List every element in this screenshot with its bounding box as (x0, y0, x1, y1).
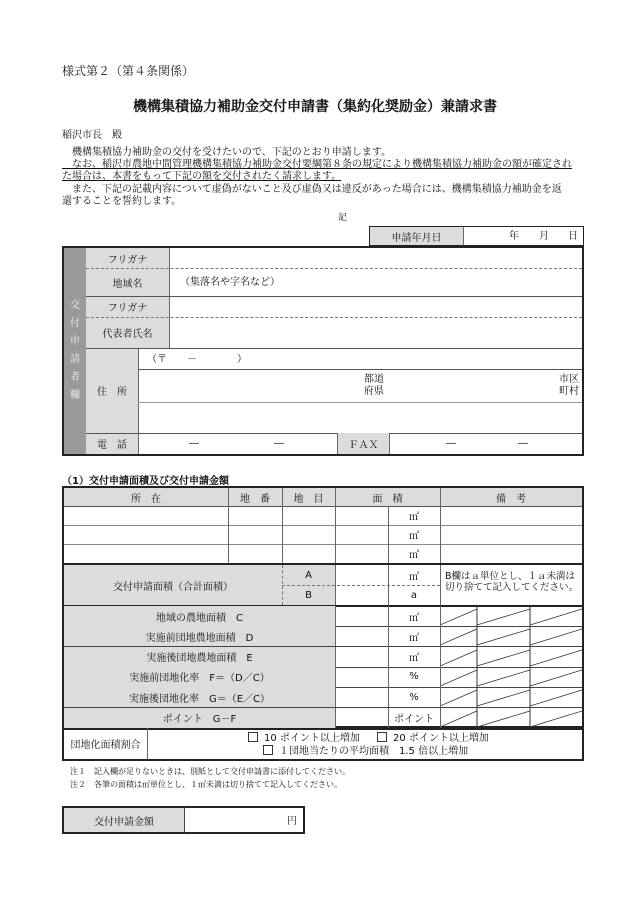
ki-label: 記 (338, 213, 348, 223)
lot-number-input[interactable] (228, 544, 282, 563)
point-g-minus-f-row (64, 708, 582, 728)
applicant-side-label: 交 付 申 請 者 欄 (64, 248, 86, 454)
post-consolidated-area-e-unit: ㎡ (409, 653, 419, 665)
table-row (64, 506, 582, 525)
farmland-area-c-row (64, 606, 582, 626)
total-area-label: 交付申請面積（合計面積） (113, 581, 233, 593)
col-header-remarks: 備 考 (496, 493, 526, 505)
hatched-cells (440, 606, 582, 626)
furigana-input-2[interactable] (170, 297, 582, 317)
pre-consolidated-area-d-row (64, 626, 582, 646)
post-consolidated-area-e-input[interactable] (336, 647, 388, 667)
location-input[interactable] (64, 544, 228, 563)
area-name-label: 地域名 (112, 278, 143, 290)
note-1: 注１ 記入欄が足りないときは、別紙として交付申請書に添付してください。 (70, 767, 350, 776)
representative-name-input[interactable] (170, 318, 582, 348)
area-unit: ㎡ (409, 512, 419, 523)
furigana-input-1[interactable] (170, 249, 582, 268)
area-unit: ㎡ (409, 550, 419, 561)
post-consolidation-rate-g-input[interactable] (336, 687, 388, 707)
addressee: 稲沢市長 殿 (62, 130, 122, 141)
city-label-2: 町村 (559, 386, 579, 397)
year-label: 年 (509, 231, 519, 242)
intro-paragraph-2b: た場合は、本書をもって下記の額を交付されたく請求します。 (62, 171, 342, 182)
ratio-label: 団地化面積割合 (70, 740, 141, 751)
address-detail-input[interactable] (139, 403, 582, 433)
hatched-cells (440, 667, 582, 687)
fax-dash-1: ― (446, 438, 456, 449)
post-consolidation-rate-g-label: 実施後団地化率 G＝（E／C） (64, 687, 335, 707)
total-a-unit: ㎡ (409, 571, 419, 583)
total-a-label: A (305, 569, 312, 581)
intro-paragraph-3b: 還することを誓約します。 (62, 196, 182, 207)
hatched-cells (440, 708, 582, 728)
hatched-cells (440, 647, 582, 667)
remarks-input[interactable] (440, 506, 582, 525)
amount-unit: 円 (287, 816, 297, 827)
location-input[interactable] (64, 506, 228, 525)
postal-code-input[interactable] (139, 349, 582, 369)
representative-name-label: 代表者氏名 (102, 329, 153, 340)
amount-input[interactable] (185, 806, 305, 834)
fax-dash-2: ― (518, 438, 528, 449)
pre-consolidated-area-d-input[interactable] (336, 626, 388, 646)
total-b-unit: a (410, 589, 418, 601)
remarks-input[interactable] (440, 525, 582, 544)
area-input[interactable] (335, 506, 388, 525)
point-g-minus-f-input[interactable] (336, 708, 388, 728)
checkbox[interactable] (263, 745, 273, 755)
application-date-label: 申請年月日 (369, 226, 464, 246)
farmland-area-c-unit: ㎡ (409, 612, 419, 624)
area-input[interactable] (335, 544, 388, 563)
fax-input[interactable] (391, 434, 582, 454)
form-number: 様式第２（第４条関係） (62, 64, 195, 78)
phone-label: 電 話 (97, 440, 127, 451)
pre-consolidated-area-d-unit: ㎡ (409, 632, 419, 644)
section-1-heading: （1）交付申請面積及び交付申請金額 (62, 476, 229, 487)
prefecture-label-2: 府県 (364, 386, 384, 397)
table-row (64, 544, 582, 563)
pre-consolidation-rate-f-input[interactable] (336, 667, 388, 687)
checkbox[interactable] (248, 732, 258, 742)
postal-code-template: （〒 － ） (147, 354, 247, 365)
phone-dash-2: ― (274, 438, 284, 449)
furigana-label-1: フリガナ (107, 254, 148, 266)
area-unit: ㎡ (409, 531, 419, 542)
pre-consolidation-rate-f-row (64, 667, 582, 687)
fax-label: ＦＡＸ (337, 433, 390, 454)
col-header-lot-number: 地 番 (240, 493, 270, 505)
area-name-input[interactable] (170, 269, 582, 296)
note-2: 注２ 各筆の面積は㎡単位とし、１㎡未満は切り捨てて記入してください。 (70, 780, 342, 789)
address-label: 住 所 (97, 387, 127, 398)
area-input[interactable] (335, 525, 388, 544)
table-row (64, 525, 582, 544)
land-category-input[interactable] (282, 544, 335, 563)
post-consolidated-area-e-label: 実施後団地農地面積 E (64, 647, 335, 667)
col-header-land-category: 地 目 (293, 493, 324, 505)
pre-consolidated-area-d-label: 実施前団地農地面積 D (64, 626, 335, 646)
location-input[interactable] (64, 525, 228, 544)
option-avg-area[interactable]: １団地当たりの平均面積 1.5 倍以上増加 (263, 745, 468, 758)
intro-paragraph-3a: また、下記の記載内容について虚偽がないこと及び虚偽又は違反があった場合には、機構集積協力補助金を返 (62, 184, 562, 195)
point-g-minus-f-unit: ポイント (394, 714, 434, 725)
farmland-area-c-label: 地域の農地面積 C (64, 606, 335, 626)
remarks-input[interactable] (440, 544, 582, 563)
pre-consolidation-rate-f-unit: % (409, 671, 419, 683)
document-title: 機構集積協力補助金交付申請書（集約化奨励金）兼請求書 (133, 99, 497, 115)
day-label: 日 (568, 231, 578, 242)
intro-paragraph-2a: なお、稲沢市農地中間管理機構集積協力補助金交付要綱第８条の規定により機構集積協力補助金の額が確定され (62, 159, 572, 170)
post-consolidated-area-e-row (64, 647, 582, 667)
land-category-input[interactable] (282, 525, 335, 544)
area-name-hint: （集落名や字名など） (180, 277, 280, 288)
furigana-label-2: フリガナ (107, 303, 148, 314)
col-header-location: 所 在 (131, 493, 161, 505)
month-label: 月 (539, 231, 549, 242)
col-header-area: 面 積 (372, 493, 403, 505)
farmland-area-c-input[interactable] (336, 606, 388, 626)
post-consolidation-rate-g-unit: % (409, 691, 419, 703)
checkbox[interactable] (377, 732, 387, 742)
land-category-input[interactable] (282, 506, 335, 525)
address-pref-city-input[interactable] (139, 370, 582, 402)
total-note: B欄はａ単位とし、１ａ未満は切り捨てて記入してください。 (445, 571, 579, 593)
phone-dash-1: ― (189, 438, 199, 449)
phone-input[interactable] (139, 434, 337, 454)
lot-number-input[interactable] (228, 525, 282, 544)
option-20-points[interactable]: 20 ポイント以上増加 (377, 732, 489, 745)
city-label-1: 市区 (559, 374, 579, 385)
prefecture-label-1: 都道 (364, 374, 384, 385)
hatched-cells (440, 626, 582, 646)
point-g-minus-f-label: ポイント G－F (64, 708, 335, 728)
lot-number-input[interactable] (228, 506, 282, 525)
application-date-field[interactable] (464, 226, 584, 246)
hatched-cells (440, 687, 582, 707)
option-10-points[interactable]: 10 ポイント以上増加 (248, 732, 360, 745)
intro-paragraph-1: 機構集積協力補助金の交付を受けたいので、下記のとおり申請します。 (62, 147, 391, 158)
pre-consolidation-rate-f-label: 実施前団地化率 F＝（D／C） (64, 667, 335, 687)
total-b-input[interactable] (336, 586, 388, 605)
amount-label: 交付申請金額 (62, 806, 185, 834)
total-b-label: B (305, 589, 312, 601)
post-consolidation-rate-g-row (64, 687, 582, 707)
total-a-input[interactable] (336, 566, 388, 585)
